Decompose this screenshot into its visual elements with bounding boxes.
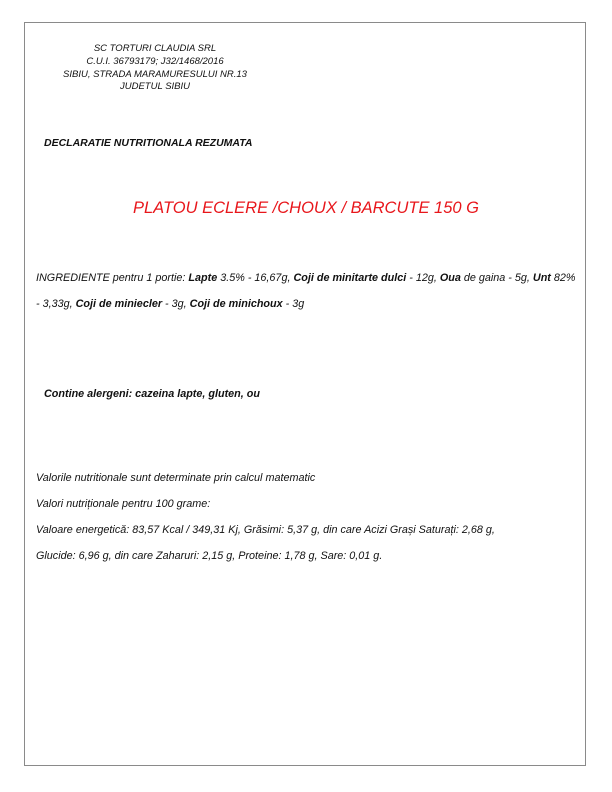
declaration-title: DECLARATIE NUTRITIONALA REZUMATA xyxy=(44,137,253,149)
ingredient-name: Oua xyxy=(439,272,461,284)
ingredients-paragraph xyxy=(36,265,581,317)
nutrition-line-carbs: Glucide: 6,96 g, din care Zaharuri: 2,15 g, Proteine: 1,78 g, Sare: 0,01 g. xyxy=(36,550,383,562)
ingredient-name: Coji de minichoux xyxy=(189,298,283,310)
nutrition-per100-heading: Valori nutriționale pentru 100 grame: xyxy=(36,498,211,510)
ingredient-detail: de gaina - 5g, xyxy=(460,272,533,284)
nutrition-method: Valorile nutritionale sunt determinate prin calcul matematic xyxy=(36,472,316,484)
ingredient-detail: - 12g, xyxy=(406,272,440,284)
ingredient-name: Lapte xyxy=(188,272,218,284)
allergens-statement: Contine alergeni: cazeina lapte, gluten, ou xyxy=(44,388,260,400)
company-header xyxy=(40,43,270,94)
ingredient-name: Coji de miniecler xyxy=(75,298,163,310)
company-name: SC TORTURI CLAUDIA SRL xyxy=(93,43,217,54)
company-cui: C.U.I. 36793179; J32/1468/2016 xyxy=(86,55,224,67)
company-address: SIBIU, STRADA MARAMURESULUI NR.13 xyxy=(63,68,247,80)
ingredient-name: Unt xyxy=(532,272,551,284)
ingredient-detail: - 3g, xyxy=(162,298,190,310)
ingredient-name: Coji de minitarte dulci xyxy=(293,272,407,284)
ingredient-detail: 3.5% - 16,67g, xyxy=(217,272,294,284)
nutrition-section xyxy=(36,465,581,569)
ingredients-intro: INGREDIENTE pentru 1 portie: xyxy=(36,272,189,284)
ingredient-detail: - 3g xyxy=(282,298,305,310)
nutrition-line-energy: Valoare energetică: 83,57 Kcal / 349,31 Kj, Grăsimi: 5,37 g, din care Acizi Grași Saturați: 2,68 g, xyxy=(36,524,495,536)
company-county: JUDETUL SIBIU xyxy=(119,81,191,93)
product-title: PLATOU ECLERE /CHOUX / BARCUTE 150 G xyxy=(133,199,479,217)
ingredient-detail: 82% - 3,33g, xyxy=(36,272,576,310)
